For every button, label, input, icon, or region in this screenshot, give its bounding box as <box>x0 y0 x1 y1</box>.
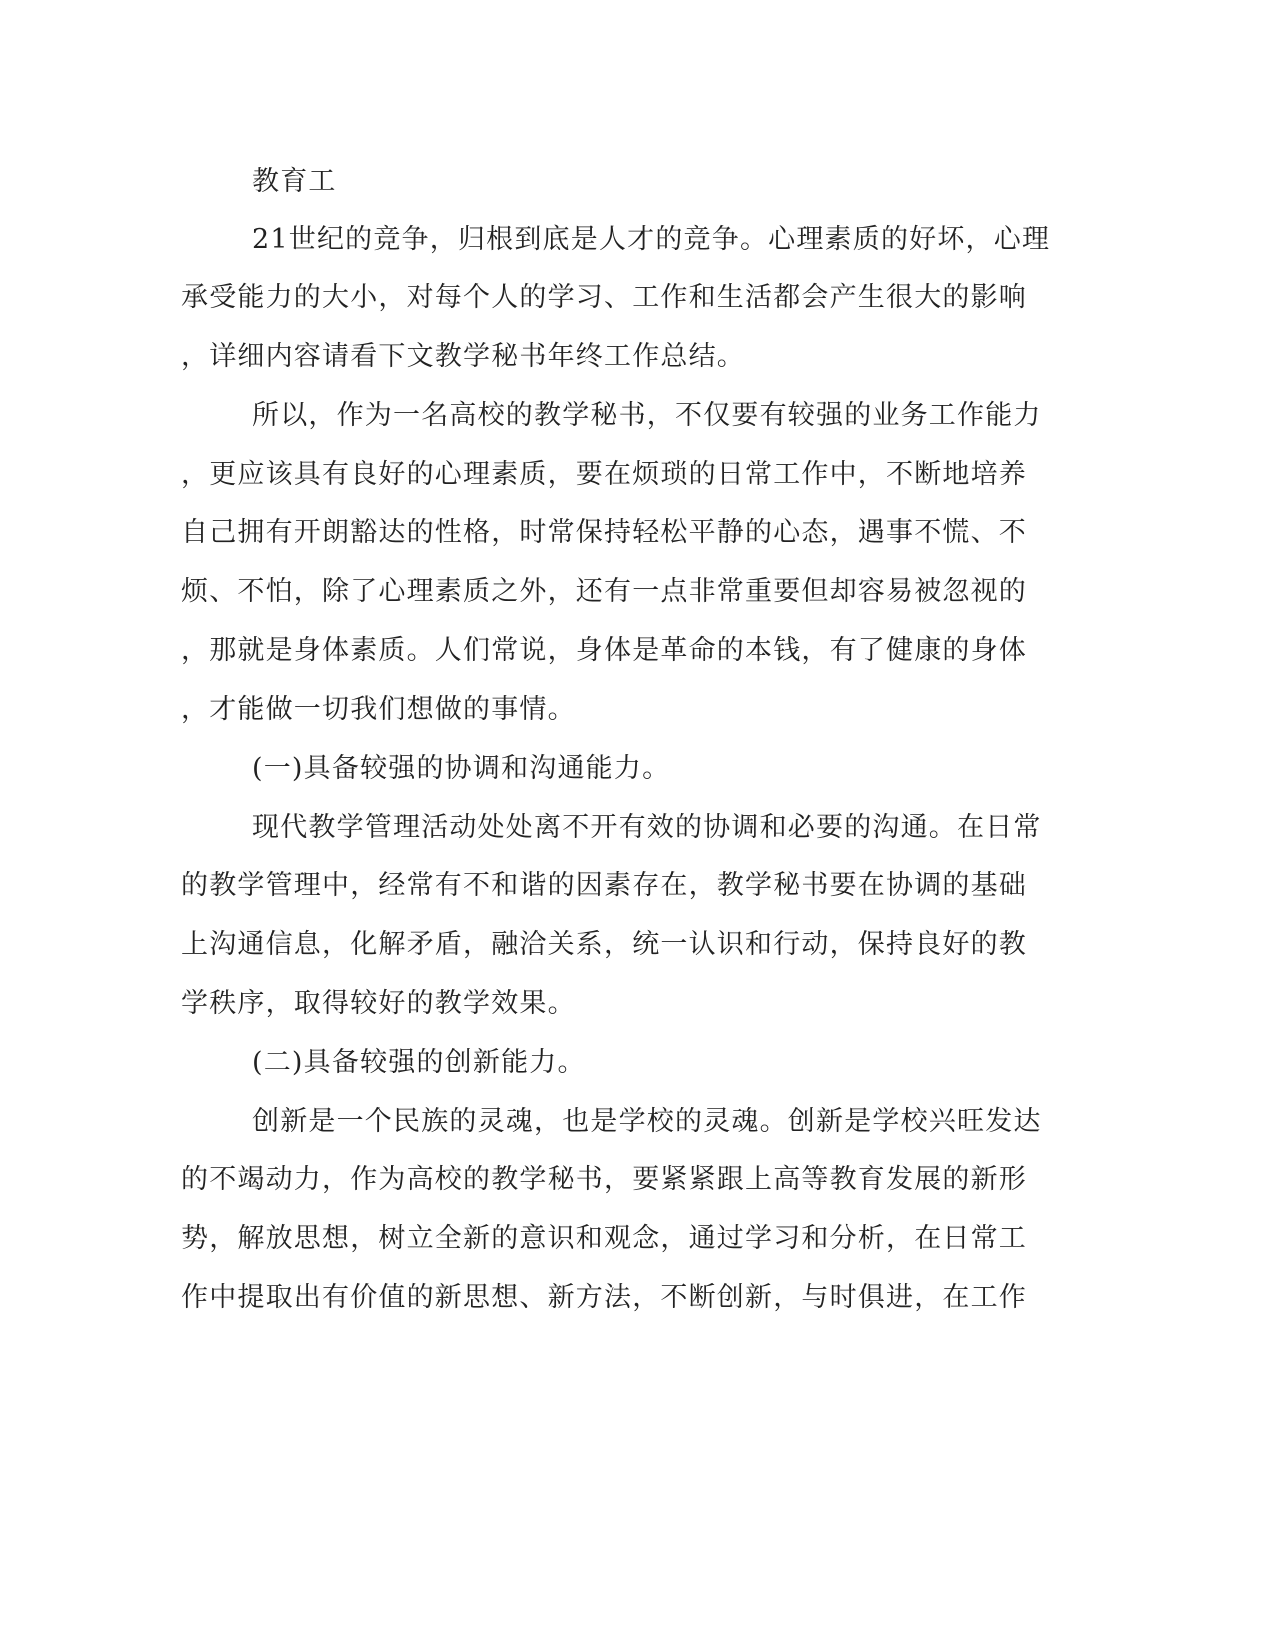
text-line: 烦、不怕，除了心理素质之外，还有一点非常重要但却容易被忽视的 <box>181 576 1027 607</box>
text-line: 创新是一个民族的灵魂，也是学校的灵魂。创新是学校兴旺发达 <box>252 1106 1042 1137</box>
text-line: 自己拥有开朗豁达的性格，时常保持轻松平静的心态，遇事不慌、不 <box>181 517 1027 548</box>
text-line: ，详细内容请看下文教学秘书年终工作总结。 <box>181 341 745 372</box>
text-line: ，那就是身体素质。人们常说，身体是革命的本钱，有了健康的身体 <box>181 635 1027 666</box>
text-line: 上沟通信息，化解矛盾，融洽关系，统一认识和行动，保持良好的教 <box>181 929 1027 960</box>
text-line: 的不竭动力，作为高校的教学秘书，要紧紧跟上高等教育发展的新形 <box>181 1164 1027 1195</box>
text-line: 所以，作为一名高校的教学秘书，不仅要有较强的业务工作能力 <box>252 400 1042 431</box>
text-line: 现代教学管理活动处处离不开有效的协调和必要的沟通。在日常 <box>252 812 1042 843</box>
text-line: 21世纪的竞争，归根到底是人才的竞争。心理素质的好坏，心理 <box>252 224 1051 255</box>
text-line: 的教学管理中，经常有不和谐的因素存在，教学秘书要在协调的基础 <box>181 870 1027 901</box>
text-line: 承受能力的大小，对每个人的学习、工作和生活都会产生很大的影响 <box>181 282 1027 313</box>
text-line: 学秩序，取得较好的教学效果。 <box>181 988 576 1019</box>
text-line: 作中提取出有价值的新思想、新方法，不断创新，与时俱进，在工作 <box>181 1282 1027 1313</box>
text-line: ，才能做一切我们想做的事情。 <box>181 694 576 725</box>
section-heading: (二)具备较强的创新能力。 <box>252 1047 586 1078</box>
text-line: 势，解放思想，树立全新的意识和观念，通过学习和分析，在日常工 <box>181 1223 1027 1254</box>
text-line: ，更应该具有良好的心理素质，要在烦琐的日常工作中，不断地培养 <box>181 459 1027 490</box>
text-line: 教育工 <box>252 166 337 197</box>
section-heading: (一)具备较强的协调和沟通能力。 <box>252 753 671 784</box>
